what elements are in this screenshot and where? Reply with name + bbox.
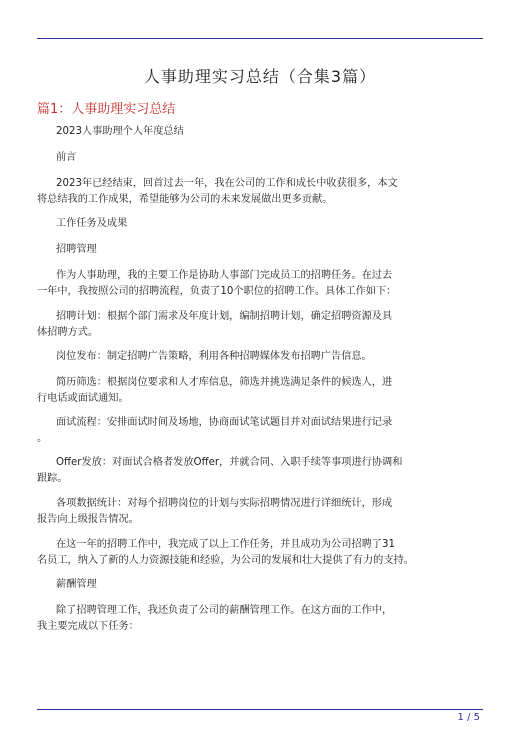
header-rule xyxy=(37,38,483,39)
paragraph: 招聘管理 xyxy=(56,244,97,255)
paragraph: 各项数据统计：对每个招聘岗位的计划与实际招聘情况进行详细统计，形成 报告向上级报告情况。 xyxy=(37,498,393,525)
section-heading: 篇1：人事助理实习总结 xyxy=(37,102,176,117)
paragraph: 2023年已经结束，回首过去一年，我在公司的工作和成长中收获很多，本文 将总结我的工作成果，希望能够为公司的未来发展做出更多贡献。 xyxy=(37,178,398,205)
paragraph: 工作任务及成果 xyxy=(56,218,128,229)
paragraph: 2023人事助理个人年度总结 xyxy=(56,126,184,137)
page-number: 1 / 5 xyxy=(457,712,480,723)
document-title: 人事助理实习总结（合集3篇） xyxy=(143,67,377,86)
paragraph: 在这一年的招聘工作中，我完成了以上工作任务，并且成功为公司招聘了31 名员工，纳入了新的人力资源技能和经验，为公司的发展和壮大提供了有力的支持。 xyxy=(37,539,414,566)
paragraph: 作为人事助理，我的主要工作是协助人事部门完成员工的招聘任务。在过去 一年中，我按照公司的招聘流程，负责了10个职位的招聘工作。具体工作如下： xyxy=(37,270,397,297)
footer-rule xyxy=(37,709,483,710)
paragraph: Offer发放：对面试合格者发放Offer，并就合同、入职手续等事项进行协调和 跟踪。 xyxy=(37,457,403,484)
paragraph: 岗位发布：制定招聘广告策略，利用各种招聘媒体发布招聘广告信息。 xyxy=(56,351,372,362)
paragraph: 除了招聘管理工作，我还负责了公司的薪酬管理工作。在这方面的工作中， 我主要完成以下任务： xyxy=(37,605,393,632)
paragraph: 面试流程：安排面试时间及场地，协商面试笔试题目并对面试结果进行记录 。 xyxy=(37,417,393,444)
paragraph: 薪酬管理 xyxy=(56,579,97,590)
paragraph: 简历筛选：根据岗位要求和人才库信息，筛选并挑选满足条件的候选人，进 行电话或面试通知。 xyxy=(37,377,393,404)
paragraph: 招聘计划：根据个部门需求及年度计划，编制招聘计划，确定招聘资源及具 体招聘方式。 xyxy=(37,311,393,338)
paragraph: 前言 xyxy=(56,152,77,163)
